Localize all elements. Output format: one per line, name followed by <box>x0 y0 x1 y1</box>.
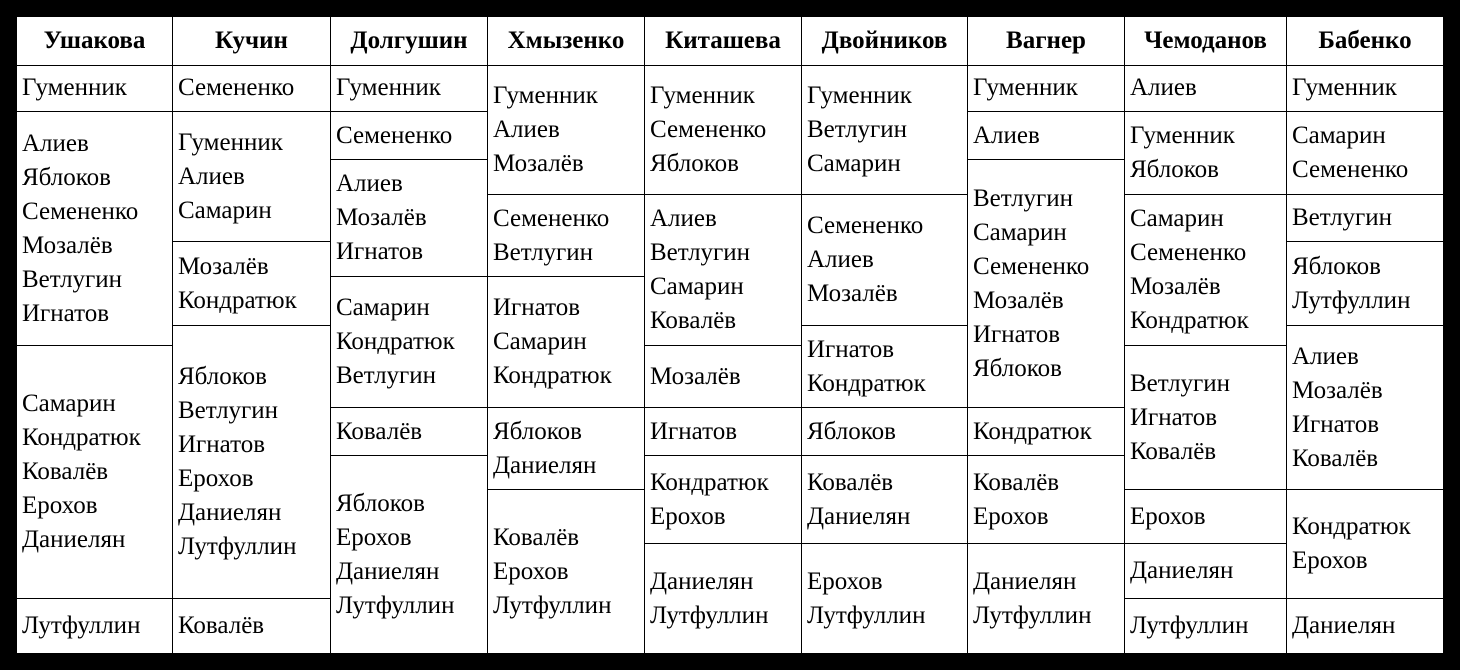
name: Алиев <box>1130 74 1197 101</box>
name: Мозалёв <box>807 280 898 307</box>
name: Кондратюк <box>493 362 612 389</box>
group-cell <box>173 65 330 112</box>
group-cell <box>488 277 644 408</box>
name: Ерохов <box>1292 547 1368 574</box>
name: Игнатов <box>178 431 266 458</box>
column <box>488 17 645 653</box>
name: Яблоков <box>807 417 896 445</box>
group-cell <box>1287 65 1443 112</box>
name: Самарин <box>650 273 744 300</box>
name: Ветлугин <box>807 115 908 143</box>
name: Ветлугин <box>650 239 751 266</box>
name: Игнатов <box>1292 410 1380 438</box>
name: Мозалёв <box>1130 273 1221 300</box>
name: Лутфуллин <box>336 591 455 619</box>
name: Семененко <box>807 212 924 239</box>
name: Ковалёв <box>973 468 1060 496</box>
column-header: Чемоданов <box>1125 17 1286 66</box>
group-cell <box>488 490 644 653</box>
column <box>17 17 173 653</box>
group-cell <box>802 408 967 456</box>
group-cell <box>1287 599 1443 653</box>
name: Яблоков <box>22 163 111 191</box>
name: Ерохов <box>178 465 254 492</box>
group-cell <box>802 65 967 195</box>
column-header: Бабенко <box>1287 17 1443 66</box>
group-cell <box>17 65 172 112</box>
name: Мозалёв <box>1292 376 1383 404</box>
group-cell <box>488 408 644 490</box>
name: Кондратюк <box>22 424 141 451</box>
name: Самарин <box>973 218 1067 246</box>
name: Лутфуллин <box>22 612 141 639</box>
name: Даниелян <box>22 526 126 553</box>
name: Кондратюк <box>178 286 297 314</box>
name: Даниелян <box>1130 557 1234 584</box>
name: Яблоков <box>1292 252 1381 280</box>
group-cell <box>802 195 967 326</box>
name: Алиев <box>22 129 89 157</box>
group-cell <box>1125 544 1286 599</box>
name: Гуменник <box>973 74 1078 101</box>
name: Мозалёв <box>493 149 584 177</box>
name: Ветлугин <box>1130 369 1231 397</box>
group-cell <box>968 160 1124 408</box>
name: Гуменник <box>807 81 912 109</box>
name: Алиев <box>807 246 874 273</box>
column-header: Вагнер <box>968 17 1124 66</box>
name: Алиев <box>178 162 245 190</box>
group-cell <box>1287 195 1443 242</box>
name: Яблоков <box>973 354 1062 382</box>
name: Кондратюк <box>1292 513 1411 540</box>
column-header: Киташева <box>645 17 801 66</box>
group-cell <box>645 65 801 195</box>
name: Ерохов <box>650 502 726 530</box>
name: Лутфуллин <box>493 591 612 619</box>
name: Лутфуллин <box>1130 612 1249 639</box>
group-cell <box>331 277 487 408</box>
group-cell <box>173 242 330 326</box>
name: Семененко <box>973 252 1090 280</box>
group-cell <box>968 65 1124 112</box>
name: Даниелян <box>807 502 911 530</box>
name: Ветлугин <box>493 238 594 266</box>
name: Ветлугин <box>1292 204 1393 231</box>
name: Ерохов <box>973 502 1049 530</box>
group-cell <box>968 544 1124 653</box>
name: Даниелян <box>493 451 597 479</box>
name: Мозалёв <box>650 362 741 390</box>
name: Самарин <box>807 149 901 177</box>
group-cell <box>1287 326 1443 490</box>
name: Ерохов <box>336 523 412 551</box>
name: Кондратюк <box>336 328 455 355</box>
name: Ковалёв <box>178 612 265 639</box>
name: Игнатов <box>22 299 110 327</box>
name: Ветлугин <box>178 397 279 424</box>
name: Самарин <box>178 196 272 224</box>
name: Гуменник <box>493 81 598 109</box>
name: Даниелян <box>1292 612 1396 639</box>
group-cell <box>802 326 967 408</box>
name: Самарин <box>1292 122 1386 149</box>
group-cell <box>331 112 487 160</box>
name: Яблоков <box>178 363 267 390</box>
name: Игнатов <box>493 294 581 321</box>
name: Алиев <box>493 115 560 143</box>
name: Гуменник <box>336 74 441 101</box>
name: Семененко <box>493 204 610 232</box>
column <box>968 17 1125 653</box>
name: Семененко <box>1130 239 1247 266</box>
name: Гуменник <box>1130 122 1235 149</box>
group-cell <box>1125 195 1286 346</box>
column <box>1125 17 1287 653</box>
group-cell <box>802 544 967 653</box>
group-cell <box>1125 346 1286 490</box>
column <box>173 17 331 653</box>
name: Ковалёв <box>650 307 737 334</box>
name: Даниелян <box>973 567 1077 595</box>
name: Яблоков <box>493 417 582 445</box>
group-cell <box>488 65 644 195</box>
name: Семененко <box>1292 156 1409 183</box>
name: Самарин <box>1130 205 1224 232</box>
name: Ковалёв <box>1130 437 1217 465</box>
name: Яблоков <box>650 149 739 177</box>
name: Ковалёв <box>336 417 423 445</box>
name: Мозалёв <box>178 252 269 280</box>
group-cell <box>17 346 172 599</box>
column-header: Двойников <box>802 17 967 66</box>
name: Алиев <box>650 205 717 232</box>
column-header: Хмызенко <box>488 17 644 66</box>
name: Ерохов <box>1130 502 1206 530</box>
column <box>802 17 968 653</box>
name: Гуменник <box>178 128 283 156</box>
name: Самарин <box>22 390 116 417</box>
group-cell <box>173 599 330 653</box>
name: Гуменник <box>1292 74 1397 101</box>
name: Игнатов <box>973 320 1061 348</box>
group-cell <box>1287 490 1443 599</box>
name: Яблоков <box>336 489 425 517</box>
name: Гуменник <box>22 74 127 101</box>
name: Ковалёв <box>22 458 109 485</box>
group-cell <box>1287 112 1443 195</box>
name: Ветлугин <box>22 265 123 293</box>
group-cell <box>968 456 1124 544</box>
name: Даниелян <box>336 557 440 585</box>
group-cell <box>173 326 330 599</box>
name: Самарин <box>336 294 430 321</box>
name: Алиев <box>973 121 1040 149</box>
group-cell <box>17 112 172 346</box>
name: Ерохов <box>807 567 883 595</box>
name: Семененко <box>178 74 295 101</box>
name: Яблоков <box>1130 156 1219 183</box>
group-cell <box>802 456 967 544</box>
group-cell <box>645 346 801 408</box>
group-cell <box>331 160 487 277</box>
name: Семененко <box>650 115 767 143</box>
name: Даниелян <box>650 567 754 595</box>
name: Мозалёв <box>973 286 1064 314</box>
column-header: Долгушин <box>331 17 487 66</box>
group-cell <box>645 456 801 544</box>
name: Мозалёв <box>22 231 113 259</box>
name: Самарин <box>493 328 587 355</box>
ranking-table <box>17 17 1443 653</box>
name: Игнатов <box>650 417 738 445</box>
name: Кондратюк <box>650 468 769 496</box>
name: Лутфуллин <box>807 601 926 629</box>
name: Ветлугин <box>336 362 437 389</box>
group-cell <box>968 112 1124 160</box>
name: Игнатов <box>807 335 895 363</box>
name: Семененко <box>336 121 453 149</box>
column <box>1287 17 1443 653</box>
column <box>645 17 802 653</box>
name: Ерохов <box>493 557 569 585</box>
name: Ерохов <box>22 492 98 519</box>
name: Ковалёв <box>493 523 580 551</box>
name: Даниелян <box>178 499 282 526</box>
group-cell <box>331 456 487 653</box>
group-cell <box>17 599 172 653</box>
group-cell <box>645 544 801 653</box>
group-cell <box>1125 490 1286 544</box>
column-header: Кучин <box>173 17 330 66</box>
name: Семененко <box>22 197 139 225</box>
name: Кондратюк <box>1130 307 1249 334</box>
group-cell <box>968 408 1124 456</box>
group-cell <box>1125 112 1286 195</box>
group-cell <box>1125 599 1286 653</box>
name: Кондратюк <box>807 369 926 397</box>
name: Лутфуллин <box>973 601 1092 629</box>
name: Гуменник <box>650 81 755 109</box>
group-cell <box>331 65 487 112</box>
name: Лутфуллин <box>178 533 297 560</box>
group-cell <box>331 408 487 456</box>
group-cell <box>1125 65 1286 112</box>
column <box>331 17 488 653</box>
name: Кондратюк <box>973 417 1092 445</box>
name: Лутфуллин <box>1292 286 1411 314</box>
group-cell <box>1287 242 1443 326</box>
name: Лутфуллин <box>650 601 769 629</box>
group-cell <box>173 112 330 242</box>
name: Ковалёв <box>1292 444 1379 472</box>
name: Ветлугин <box>973 184 1074 212</box>
column-header: Ушакова <box>17 17 172 66</box>
name: Игнатов <box>336 238 424 265</box>
group-cell <box>488 195 644 277</box>
group-cell <box>645 408 801 456</box>
name: Алиев <box>1292 342 1359 370</box>
group-cell <box>645 195 801 346</box>
name: Алиев <box>336 170 403 197</box>
name: Ковалёв <box>807 468 894 496</box>
name: Игнатов <box>1130 403 1218 431</box>
name: Мозалёв <box>336 204 427 231</box>
